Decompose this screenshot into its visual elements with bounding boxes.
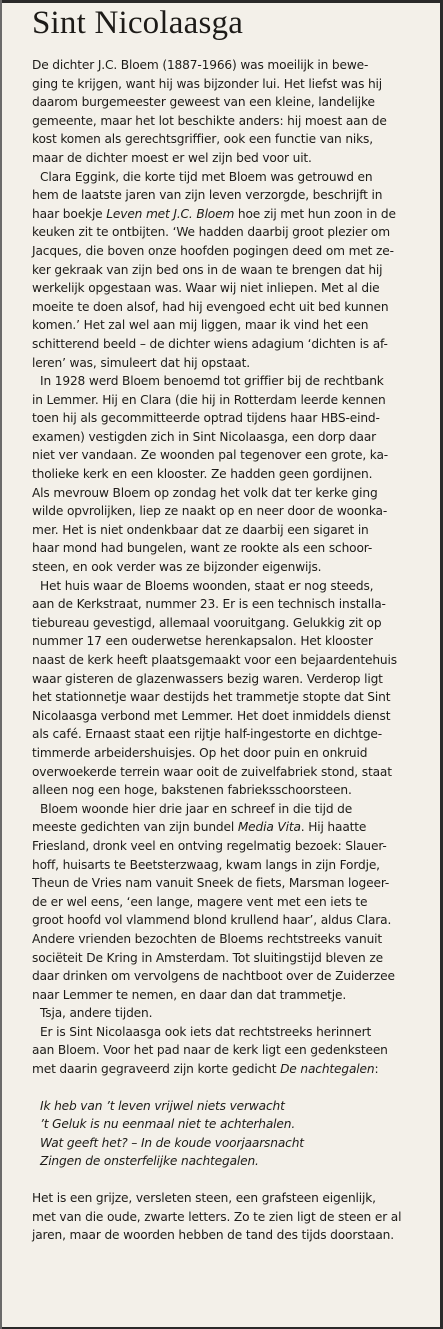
text-line: keuken zit te ontbijten. ‘We hadden daarbij groot plezier om xyxy=(32,225,390,240)
book-title: Media Vita xyxy=(237,820,301,835)
text-line: Het huis waar de Bloems woonden, staat er nog steeds, xyxy=(40,578,374,593)
text-line: daar drinken om vervolgens de nachtboot over de Zuiderzee xyxy=(32,969,395,984)
text-line: ker gekraak van zijn bed ons in de waan te brengen dat hij xyxy=(32,262,383,277)
paragraph-4 xyxy=(32,577,438,800)
text-line: schitterend beeld – de dichter wiens adagium ‘dichten is af- xyxy=(32,336,388,351)
text-line: Nicolaasga verbond met Lemmer. Het doet inmiddels dienst xyxy=(32,708,391,723)
text-line: kost komen als gerechtsgriffier, ook een functie van niks, xyxy=(32,132,373,147)
text-line: komen.’ Het zal wel aan mij liggen, maar ik vind het een xyxy=(32,318,369,333)
text-line: sociëteit De Kring in Amsterdam. Tot sluitingstijd bleven ze xyxy=(32,950,383,965)
text-line: Het is een grijze, versleten steen, een grafsteen eigenlijk, xyxy=(32,1191,376,1206)
text-line: De dichter J.C. Bloem (1887-1966) was moeilijk in bewe- xyxy=(32,58,369,72)
scan-edge-top xyxy=(0,0,443,3)
text-line: in Lemmer. Hij en Clara (die hij in Rotterdam leerde kennen xyxy=(32,392,386,407)
text-line: waar gisteren de glazenwassers bezig waren. Verderop ligt xyxy=(32,671,383,686)
text-line: Andere vrienden bezochten de Bloems rechtstreeks vanuit xyxy=(32,931,383,946)
text-line: werkelijk opgestaan was. Waar wij niet inliepen. Met al die xyxy=(32,281,380,296)
text-line: timmerde arbeidershuisjes. Op het door puin en onkruid xyxy=(32,745,368,760)
text-line: niet ver vandaan. Ze woonden pal tegenover een grote, ka- xyxy=(32,448,389,463)
text-line: het stationnetje waar destijds het trammetje stopte dat Sint xyxy=(32,690,391,705)
text-line: tholieke kerk en een klooster. Ze hadden geen gordijnen. xyxy=(32,467,373,482)
text-line: jaren, maar de woorden hebben de tand des tijds doorstaan. xyxy=(32,1228,394,1243)
text-line: hem de laatste jaren van zijn leven verzorgde, beschrijft in xyxy=(32,188,383,203)
paragraph-7 xyxy=(32,1023,438,1079)
spacer xyxy=(32,1171,438,1189)
paragraph-1 xyxy=(32,56,438,168)
paragraph-2 xyxy=(32,168,438,373)
paragraph-5 xyxy=(32,800,438,1005)
text-line: ging te krijgen, want hij was bijzonder lui. Het liefst was hij xyxy=(32,76,383,91)
book-title: Leven met J.C. Bloem xyxy=(106,206,235,221)
text-line: hoff, huisarts te Beetsterzwaag, kwam langs in zijn Fordje, xyxy=(32,857,380,872)
text-line: aan Bloem. Voor het pad naar de kerk ligt een gedenksteen xyxy=(32,1043,388,1058)
poem-title: De nachtegalen xyxy=(280,1062,375,1077)
poem-line: Ik heb van ’t leven vrijwel niets verwacht xyxy=(40,1098,285,1113)
text-line: moeite te doen alsof, had hij evengoed echt uit bed kunnen xyxy=(32,299,389,314)
text-line: alleen nog een hoge, bakstenen fabrieksschoorsteen. xyxy=(32,783,352,798)
text-line: met van die oude, zwarte letters. Zo te zien ligt de steen er al xyxy=(32,1209,402,1224)
text-run: : xyxy=(374,1062,379,1077)
poem-line: Zingen de onsterfelijke nachtegalen. xyxy=(40,1154,259,1169)
text-line: Friesland, dronk veel en ontving regelmatig bezoek: Slauer- xyxy=(32,838,387,853)
text-run: met daarin gegraveerd zijn korte gedicht xyxy=(32,1062,281,1077)
text-line: als café. Ernaast staat een rijtje half-ingestorte en dichtge- xyxy=(32,727,383,742)
text-line: Er is Sint Nicolaasga ook iets dat rechtstreeks herinnert xyxy=(40,1024,372,1039)
text-run: haar boekje xyxy=(32,206,107,221)
text-line: examen) vestigden zich in Sint Nicolaasga, een dorp daar xyxy=(32,429,377,444)
poem-line: Wat geeft het? – In de koude voorjaarsnacht xyxy=(40,1135,304,1150)
scan-edge-left xyxy=(0,0,2,1329)
text-line: steen, en ook verder was ze bijzonder eigenwijs. xyxy=(32,560,322,575)
newspaper-column xyxy=(32,4,438,1245)
text-line xyxy=(32,1060,438,1079)
article-title: Sint Nicolaasga xyxy=(32,5,244,41)
text-line: gemeente, maar het lot beschikte anders: hij moest aan de xyxy=(32,113,387,128)
text-line: Jacques, die boven onze hoofden pogingen deed om met ze- xyxy=(32,243,394,258)
text-run: meeste gedichten van zijn bundel xyxy=(32,820,238,835)
text-line: mer. Het is niet ondenkbaar dat ze daarbij een sigaret in xyxy=(32,522,369,537)
text-line: groot hoofd vol vlammend blond krullend haar’, aldus Clara. xyxy=(32,913,392,928)
paragraph-6: Tsja, andere tijden. xyxy=(40,1006,153,1021)
text-line: Clara Eggink, die korte tijd met Bloem was getrouwd en xyxy=(40,169,373,184)
text-line: Als mevrouw Bloem op zondag het volk dat ter kerke ging xyxy=(32,485,378,500)
text-line xyxy=(32,818,438,837)
text-line: aan de Kerkstraat, nummer 23. Er is een technisch installa- xyxy=(32,597,386,612)
text-line: leren’ was, simuleert dat hij opstaat. xyxy=(32,355,250,370)
paragraph-8 xyxy=(32,1189,438,1245)
text-line: nummer 17 een ouderwetse herenkapsalon. Het klooster xyxy=(32,634,373,649)
poem-line: ’t Geluk is nu eenmaal niet te achterhalen. xyxy=(40,1117,296,1132)
text-line: de er wel eens, ‘een lange, magere vent met een iets te xyxy=(32,894,368,909)
text-line: In 1928 werd Bloem benoemd tot griffier bij de rechtbank xyxy=(40,374,384,389)
text-line xyxy=(32,205,438,224)
poem-de-nachtegalen xyxy=(32,1097,438,1171)
spacer xyxy=(32,1079,438,1097)
text-run: . Hij haatte xyxy=(300,820,367,835)
text-line: maar de dichter moest er wel zijn bed voor uit. xyxy=(32,150,312,165)
paragraph-3 xyxy=(32,372,438,577)
text-run: hoe zij met hun zoon in de xyxy=(234,206,396,221)
text-line: daarom burgemeester geweest van een kleine, landelijke xyxy=(32,95,375,110)
text-line: wilde opvrolijken, liep ze naakt op en neer door de woonka- xyxy=(32,504,388,519)
text-line: haar mond had bungelen, want ze rookte als een schoor- xyxy=(32,541,373,556)
text-line: tiebureau gevestigd, allemaal vooruitgang. Gelukkig zit op xyxy=(32,615,382,630)
text-line: naast de kerk heeft plaatsgemaakt voor een bejaardentehuis xyxy=(32,653,397,667)
text-line: toen hij als gecommitteerde optrad tijdens haar HBS-eind- xyxy=(32,411,380,426)
text-line: overwoekerde terrein waar ooit de zuivelfabriek stond, staat xyxy=(32,764,392,779)
text-line: naar Lemmer te nemen, en daar dan dat trammetje. xyxy=(32,987,347,1002)
text-line: Bloem woonde hier drie jaar en schreef in die tijd de xyxy=(40,801,353,816)
text-line: Theun de Vries nam vanuit Sneek de fiets, Marsman logeer- xyxy=(32,876,390,891)
